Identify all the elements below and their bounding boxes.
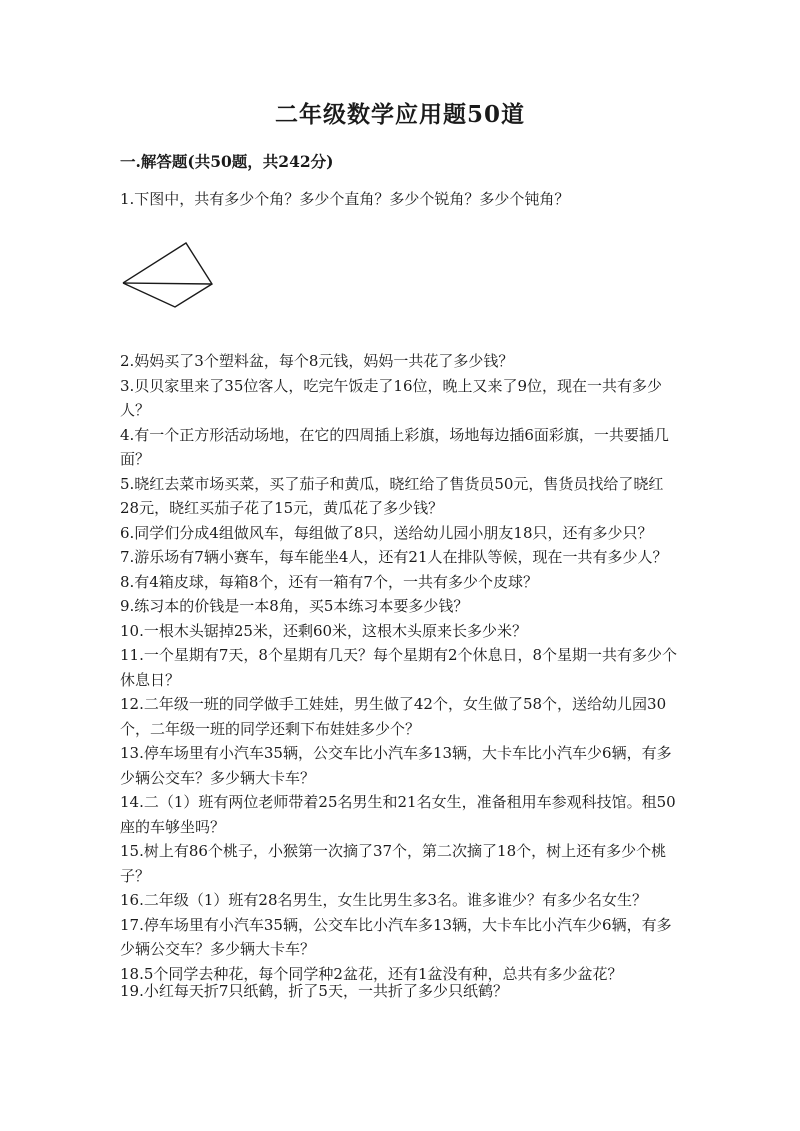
angle-figure	[120, 240, 220, 310]
question-item: 18.5个同学去种花，每个同学种2盆花，还有1盆没有种，总共有多少盆花？	[120, 964, 623, 983]
question-1: 1.下图中，共有多少个角？多少个直角？多少个锐角？多少个钝角？	[120, 190, 570, 208]
question-19: 19.小红每天折7只纸鹤，折了5天，一共折了多少只纸鹤？	[120, 982, 508, 1000]
question-item: 3.贝贝家里来了35位客人，吃完午饭走了16位，晚上又来了9位，现在一共有多少人？	[120, 376, 663, 419]
section-heading: 一.解答题(共50题，共242分)	[120, 152, 334, 171]
question-item: 2.妈妈买了3个塑料盆，每个8元钱，妈妈一共花了多少钱？	[120, 352, 514, 370]
question-item: 7.游乐场有7辆小赛车，每车能坐4人，还有21人在排队等候，现在一共有多少人？	[120, 548, 668, 566]
question-item: 17.停车场里有小汽车35辆，公交车比小汽车多13辆，大卡车比小汽车少6辆，有多少辆公交车？多少辆大卡车？	[120, 915, 672, 958]
question-item: 16.二年级（1）班有28名男生，女生比男生多3名。谁多谁少？有多少名女生？	[120, 891, 648, 909]
question-item: 12.二年级一班的同学做手工娃娃，男生做了42个，女生做了58个，送给幼儿园30个，二年级一班的同学还剩下布娃娃多少个？	[120, 695, 667, 738]
question-item: 11.一个星期有7天，8个星期有几天？每个星期有2个休息日，8个星期一共有多少个休息日？	[120, 646, 678, 689]
question-item: 8.有4箱皮球，每箱8个，还有一箱有7个，一共有多少个皮球？	[120, 572, 538, 591]
question-item: 10.一根木头锯掉25米，还剩60米，这根木头原来长多少米？	[120, 621, 528, 640]
question-item: 5.晓红去菜市场买菜，买了茄子和黄瓜，晓红给了售货员50元，售货员找给了晓红28元，晓红买茄子花了15元，黄瓜花了多少钱？	[120, 474, 664, 517]
figure-diagonal	[123, 283, 212, 284]
page-title: 二年级数学应用题50道	[274, 101, 525, 128]
question-item: 15.树上有86个桃子，小猴第一次摘了37个，第二次摘了18个，树上还有多少个桃子？	[120, 842, 667, 885]
question-item: 14.二（1）班有两位老师带着25名男生和21名女生，准备租用车参观科技馆。租50座的车够坐吗？	[120, 793, 676, 836]
question-item: 13.停车场里有小汽车35辆，公交车比小汽车多13辆，大卡车比小汽车少6辆，有多少辆公交车？多少辆大卡车？	[120, 744, 672, 787]
question-list	[120, 349, 680, 986]
question-item: 9.练习本的价钱是一本8角，买5本练习本要多少钱？	[120, 597, 469, 615]
question-item: 4.有一个正方形活动场地，在它的四周插上彩旗，场地每边插6面彩旗，一共要插几面？	[120, 425, 669, 468]
figure-outline	[123, 243, 212, 307]
question-item: 6.同学们分成4组做风车，每组做了8只，送给幼儿园小朋友18只，还有多少只？	[120, 523, 653, 542]
